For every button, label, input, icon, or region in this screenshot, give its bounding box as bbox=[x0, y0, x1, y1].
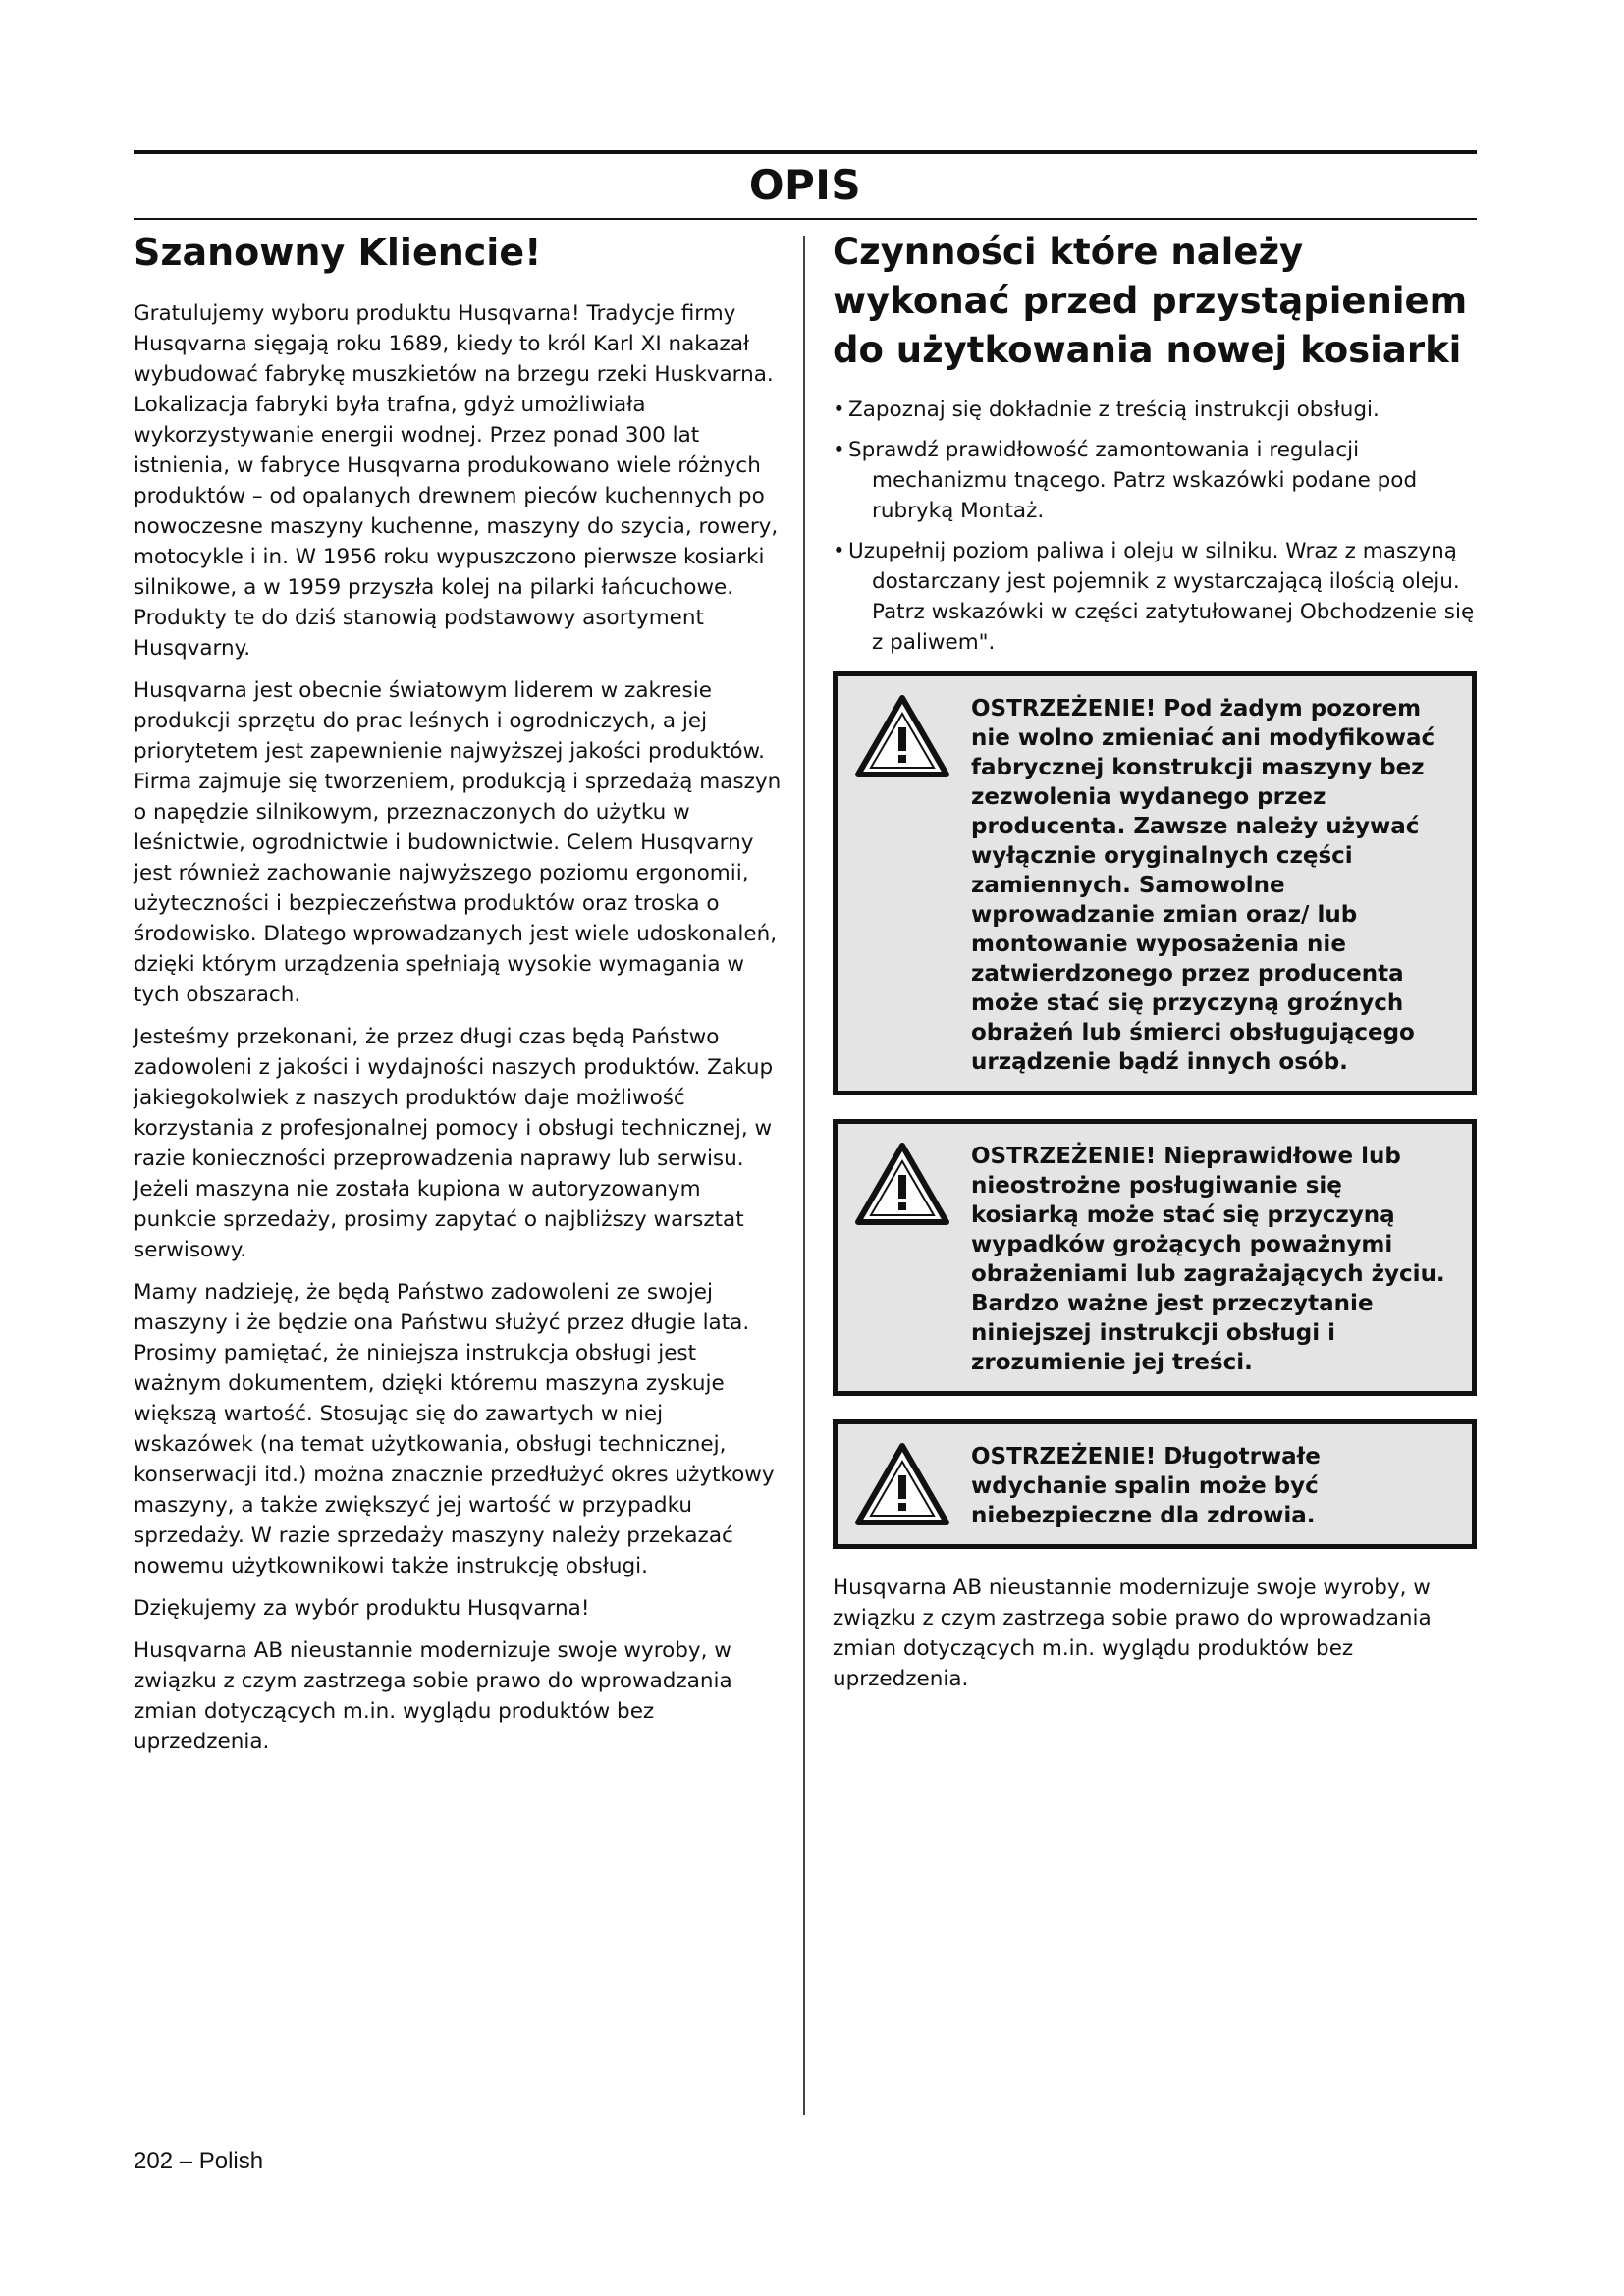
right-heading: Czynności które należy wykonać przed przystąpieniem do użytkowania nowej kosiarki bbox=[833, 231, 1468, 371]
page-footer: 202 – Polish bbox=[134, 2148, 264, 2174]
bullet-marker: • bbox=[833, 398, 845, 422]
column-divider bbox=[803, 236, 805, 2115]
bullet-marker: • bbox=[833, 438, 845, 462]
warning-box bbox=[833, 1119, 1477, 1396]
checklist-item bbox=[833, 395, 1477, 425]
title-rule bbox=[134, 218, 1477, 220]
warning-text: OSTRZEŻENIE! Pod żadym pozorem nie wolno zmieniać ani modyfikować fabrycznej konstrukcji maszyny bez zezwolenia wydanego przez producenta. Zawsze należy używać wyłącznie oryginalnych części zamiennych. Samowolne wprowadzanie zmian oraz/ lub montowanie wyposażenia nie zatwierdzonego przez producenta może stać się przyczyną groźnych obrażeń lub śmierci obsługującego urządzenie bądź innych osób. bbox=[971, 696, 1435, 1075]
top-rule bbox=[134, 150, 1477, 154]
warning-triangle-icon bbox=[855, 1142, 949, 1226]
checklist-item bbox=[833, 435, 1477, 526]
checklist-item-text: Sprawdź prawidłowość zamontowania i regulacji mechanizmu tnącego. Patrz wskazówki podane pod rubryką Montaż. bbox=[848, 438, 1418, 523]
body-paragraph: Jesteśmy przekonani, że przez długi czas będą Państwo zadowoleni z jakości i wydajności naszych produktów. Zakup jakiegokolwiek z naszych produktów daje możliwość korzystania z profesjonalnej pomocy i obsługi technicznej, w razie konieczności przeprowadzenia naprawy lub serwisu. Jeżeli maszyna nie została kupiona w autoryzowanym punkcie sprzedaży, prosimy zapytać o najbliższy warsztat serwisowy. bbox=[134, 1025, 774, 1262]
body-paragraph: Mamy nadzieję, że będą Państwo zadowoleni ze swojej maszyny i że będzie ona Państwu służyć przez długie lata. Prosimy pamiętać, że niniejsza instrukcja obsługi jest ważnym dokumentem, dzięki któremu maszyna zyskuje większą wartość. Stosując się do zawartych w niej wskazówek (na temat użytkowania, obsługi technicznej, konserwacji itd.) można znacznie przedłużyć okres użytkowy maszyny, a także zwiększyć jej wartość w przypadku sprzedaży. W razie sprzedaży maszyny należy przekazać nowemu użytkownikowi także instrukcję obsługi. bbox=[134, 1280, 775, 1578]
thanks-paragraph: Dziękujemy za wybór produktu Husqvarna! bbox=[134, 1596, 590, 1621]
left-heading: Szanowny Kliencie! bbox=[134, 231, 542, 274]
intro-paragraph: Gratulujemy wyboru produktu Husqvarna! Tradycje firmy Husqvarna sięgają roku 1689, kiedy to król Karl XI nakazał wybudować fabrykę muszkietów na brzegu rzeki Huskvarna. Lokalizacja fabryki była trafna, gdyż umożliwiała wykorzystywanie energii wodnej. Przez ponad 300 lat istnienia, w fabryce Husqvarna produkowano wiele różnych produktów – od opalanych drewnem pieców kuchennych po nowoczesne maszyny kuchenne, maszyny do szycia, rowery, motocykle i in. W 1956 roku wypuszczono pierwsze kosiarki silnikowe, a w 1959 przyszła kolej na pilarki łańcuchowe. Produkty te do dziś stanowią podstawowy asortyment Husqvarny. bbox=[134, 301, 779, 661]
warning-text: OSTRZEŻENIE! Długotrwałe wdychanie spalin może być niebezpieczne dla zdrowia. bbox=[971, 1444, 1321, 1528]
disclaimer-paragraph: Husqvarna AB nieustannie modernizuje swoje wyroby, w związku z czym zastrzega sobie prawo do wprowadzania zmian dotyczących m.in. wyglądu produktów bez uprzedzenia. bbox=[134, 1638, 732, 1754]
left-column bbox=[134, 228, 782, 1769]
body-paragraph: Husqvarna jest obecnie światowym liderem w zakresie produkcji sprzętu do prac leśnych i ogrodniczych, a jej priorytetem jest zapewnienie najwyższej jakości produktów. Firma zajmuje się tworzeniem, produkcją i sprzedażą maszyn o napędzie silnikowym, przeznaczonych do użytku w leśnictwie, ogrodnictwie i budownictwie. Celem Husqvarny jest również zachowanie najwyższego poziomu ergonomii, użyteczności i bezpieczeństwa produktów oraz troska o środowisko. Dlatego wprowadzanych jest wiele udoskonaleń, dzięki którym urządzenia spełniają wysokie wymagania w tych obszarach. bbox=[134, 678, 782, 1007]
checklist bbox=[833, 395, 1477, 658]
checklist-item-text: Zapoznaj się dokładnie z treścią instrukcji obsługi. bbox=[848, 398, 1380, 422]
warning-box bbox=[833, 671, 1477, 1095]
checklist-item bbox=[833, 536, 1477, 658]
warning-triangle-icon bbox=[855, 1442, 949, 1526]
warning-box bbox=[833, 1419, 1477, 1549]
bullet-marker: • bbox=[833, 539, 845, 563]
closing-paragraph: Husqvarna AB nieustannie modernizuje swoje wyroby, w związku z czym zastrzega sobie prawo do wprowadzania zmian dotyczących m.in. wyglądu produktów bez uprzedzenia. bbox=[833, 1575, 1432, 1691]
warning-triangle-icon bbox=[855, 694, 949, 778]
right-column bbox=[833, 228, 1477, 1706]
warning-text: OSTRZEŻENIE! Nieprawidłowe lub nieostrożne posługiwanie się kosiarką może stać się przyczyną wypadków grożących poważnymi obrażeniami lub zagrażających życiu. Bardzo ważne jest przeczytanie niniejszej instrukcji obsługi i zrozumienie jej treści. bbox=[971, 1144, 1445, 1375]
section-title: OPIS bbox=[748, 161, 862, 209]
checklist-item-text: Uzupełnij poziom paliwa i oleju w silniku. Wraz z maszyną dostarczany jest pojemnik z wystarczającą ilością oleju. Patrz wskazówki w części zatytułowanej Obchodzenie się z paliwem". bbox=[848, 539, 1475, 655]
